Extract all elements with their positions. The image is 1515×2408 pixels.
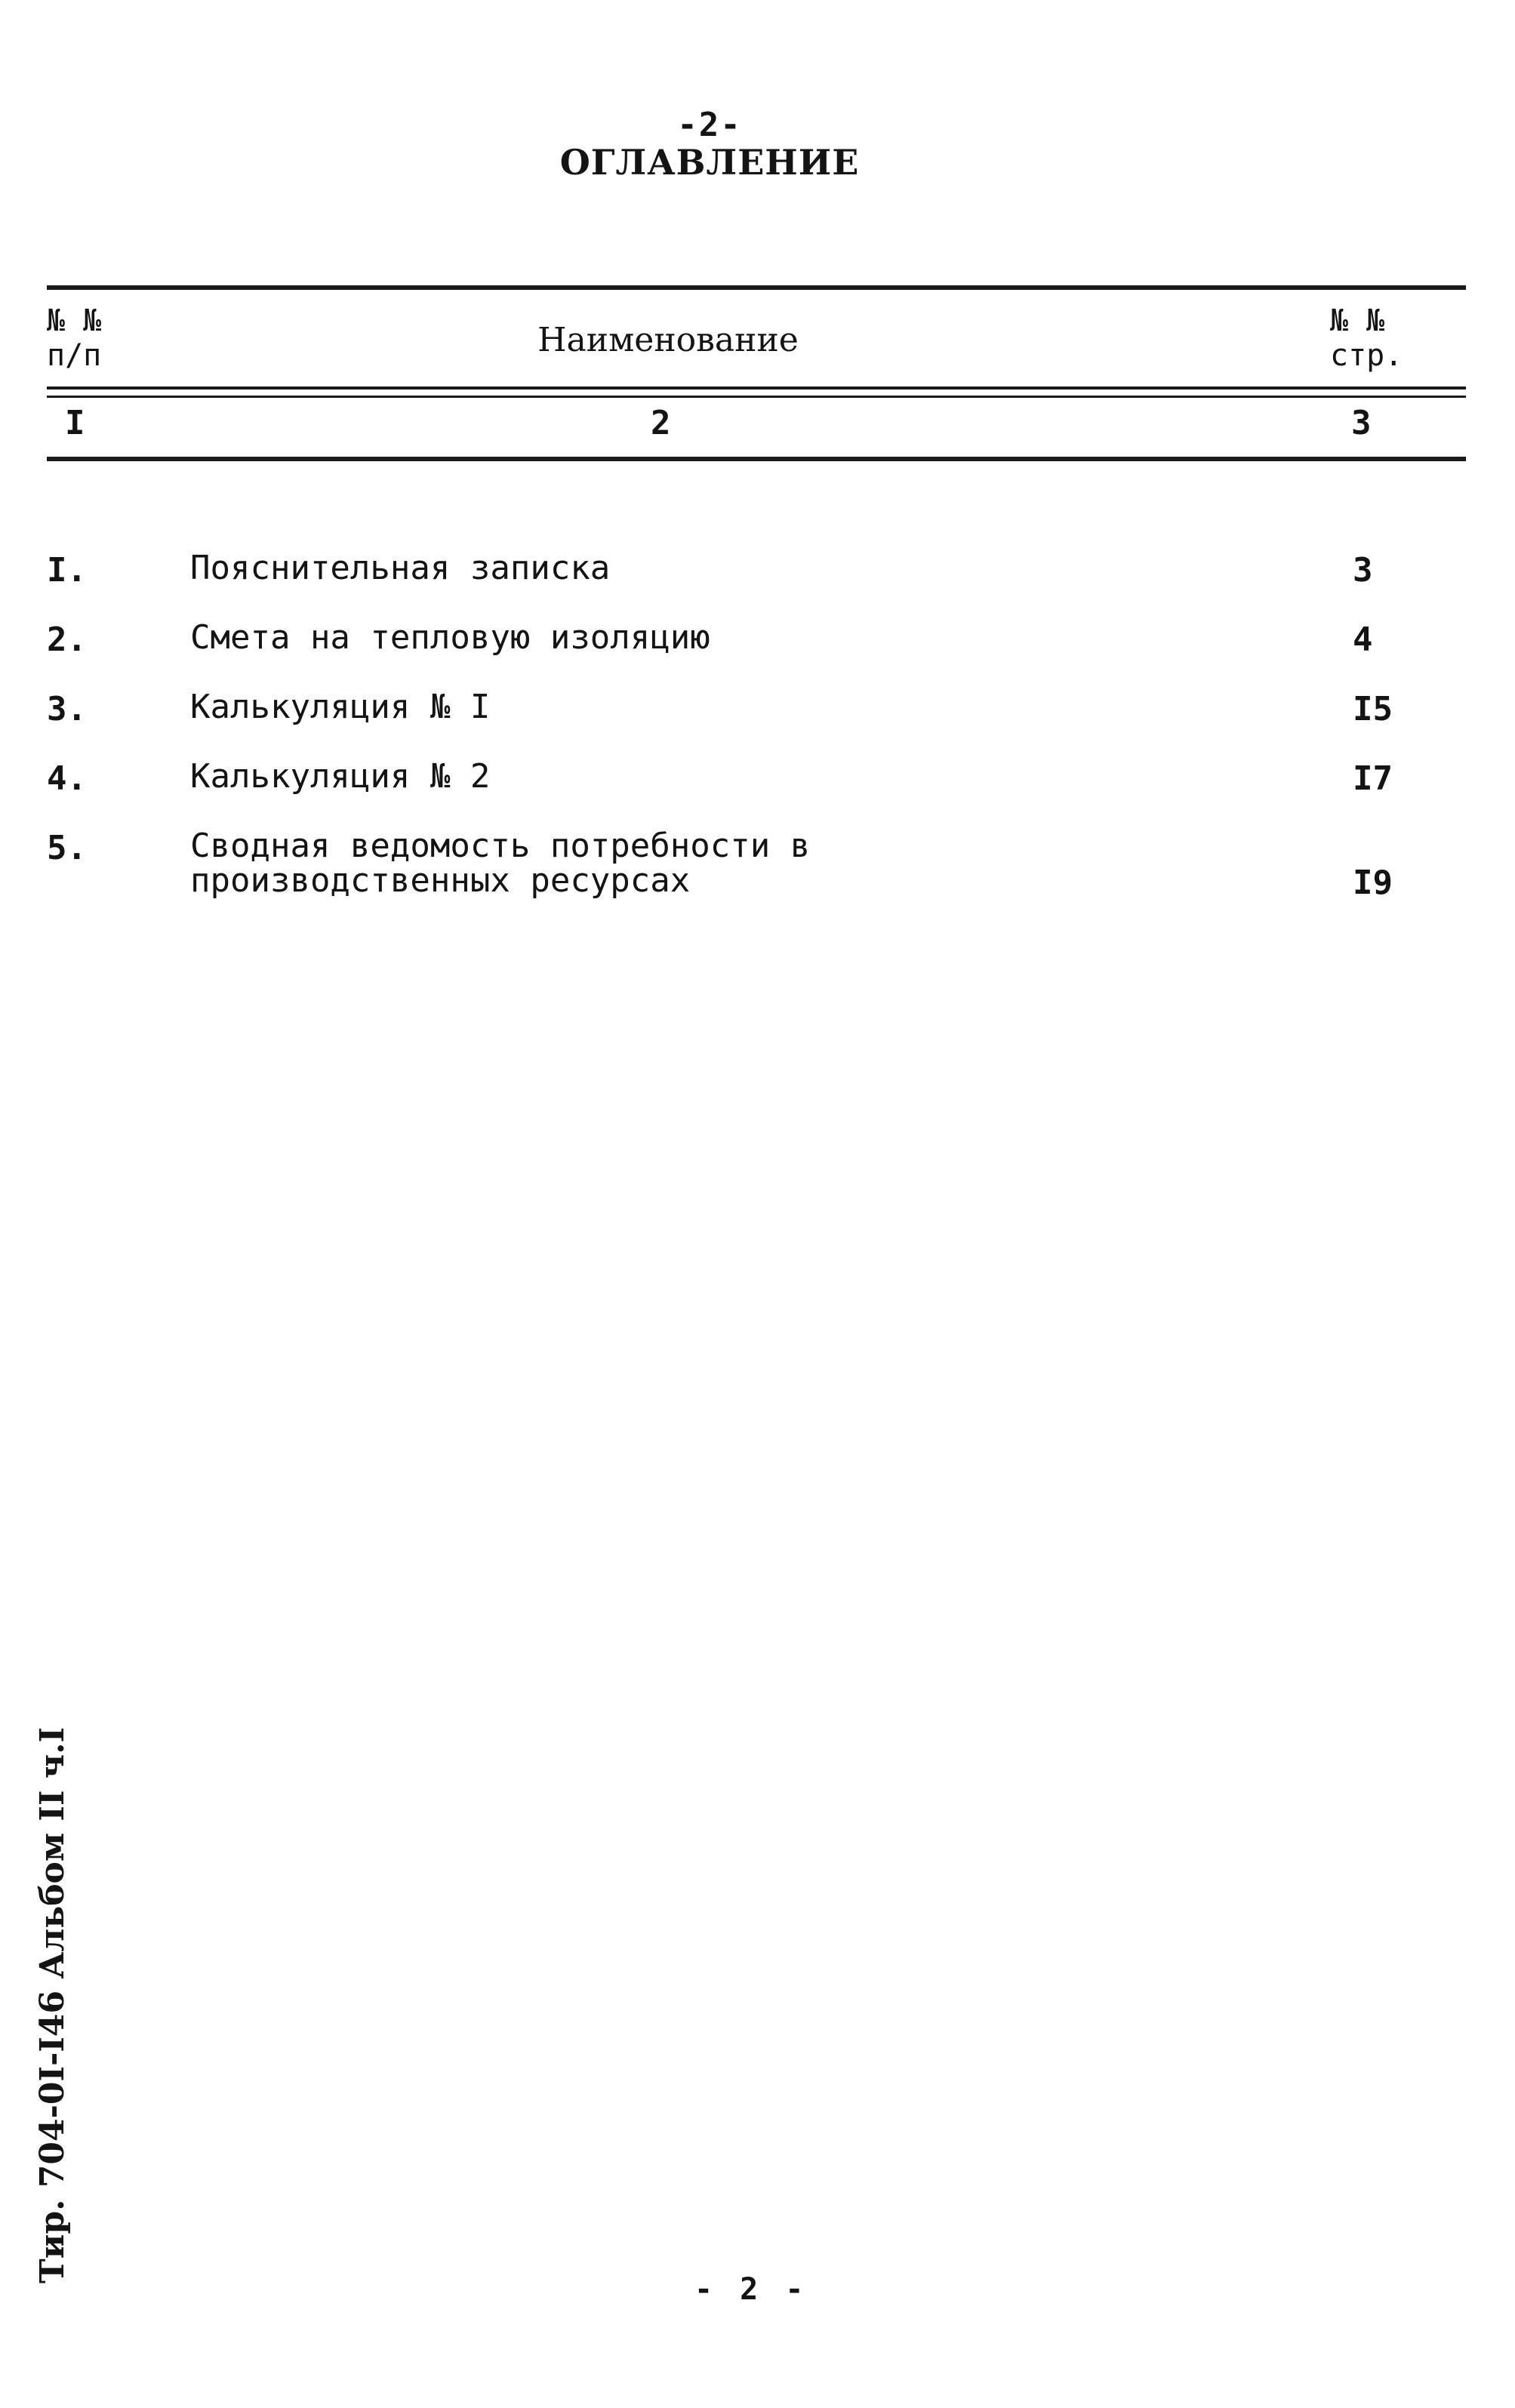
header-page-line-2: стр. [1330, 338, 1403, 373]
document-title: ОГЛАВЛЕНИЕ [559, 142, 860, 183]
toc-row [47, 551, 1466, 620]
toc-title: Смета на тепловую изоляцию [190, 618, 710, 657]
toc-row [47, 829, 1466, 912]
toc-page: 4 [1353, 620, 1373, 659]
toc-row [47, 620, 1466, 690]
table-bottom-rule [47, 457, 1466, 461]
toc-row [47, 759, 1466, 829]
toc-number: 2. [47, 620, 87, 659]
header-divider-rule-2 [47, 396, 1466, 398]
toc-page: 3 [1353, 551, 1373, 590]
column-number-1: I [65, 404, 85, 442]
table-top-rule [47, 285, 1466, 290]
toc-title: Пояснительная записка [190, 549, 611, 587]
side-stamp: Тир. 704-0I-I46 Альбом II ч.I [33, 1726, 72, 2283]
toc-title [190, 829, 1247, 898]
toc-number: 3. [47, 690, 87, 728]
toc-title-line-2: производственных ресурсах [190, 861, 691, 900]
toc-page: I5 [1353, 690, 1393, 728]
page-number-top: -2- [677, 106, 742, 144]
table-of-contents [47, 551, 1466, 912]
header-divider-rule [47, 386, 1466, 390]
column-number-2: 2 [651, 404, 671, 442]
toc-title: Калькуляция № I [190, 688, 491, 726]
toc-title: Калькуляция № 2 [190, 757, 491, 796]
header-page-line-1: № № [1330, 303, 1385, 338]
header-number-line-1: № № [47, 303, 102, 338]
page-number-bottom: - 2 - [694, 2272, 808, 2307]
toc-number: 4. [47, 759, 87, 798]
toc-number: I. [47, 551, 87, 590]
toc-page: I9 [1353, 864, 1393, 902]
header-number-line-2: п/п [47, 338, 102, 373]
header-page-column [1330, 303, 1403, 373]
toc-page: I7 [1353, 759, 1393, 798]
toc-number: 5. [47, 829, 87, 867]
toc-row [47, 690, 1466, 759]
column-number-3: 3 [1351, 404, 1372, 442]
header-name-column: Наименование [537, 321, 799, 359]
toc-title-line-1: Сводная ведомость потребности в [190, 827, 811, 865]
